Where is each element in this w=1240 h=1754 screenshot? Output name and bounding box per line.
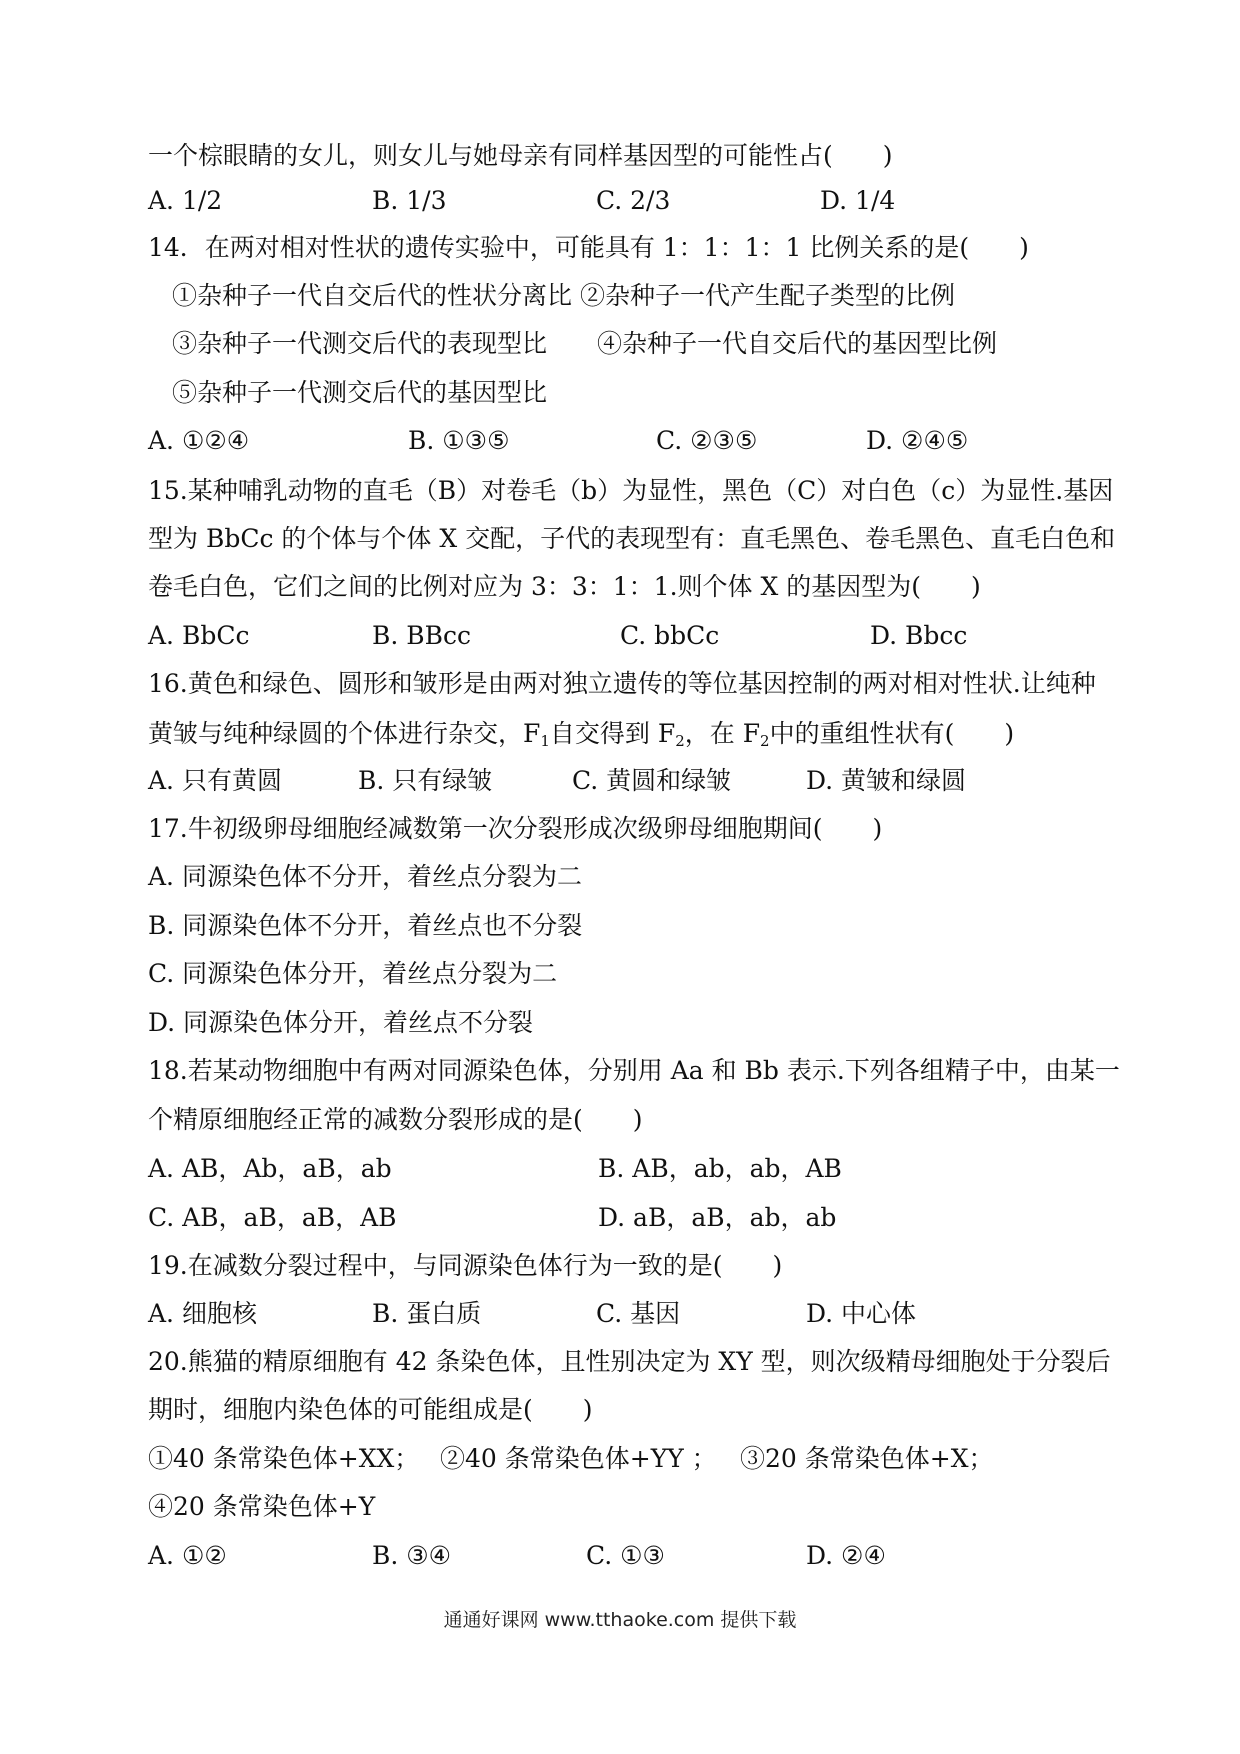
- q14-items-line3: ⑤杂种子一代测交后代的基因型比: [172, 378, 548, 407]
- q18-option-d: D. aB，aB，ab，ab: [598, 1203, 837, 1232]
- q16-option-b: B. 只有绿皱: [358, 766, 493, 795]
- q16-option-a: A. 只有黄圆: [148, 766, 282, 795]
- q15-line3: 卷毛白色，它们之间的比例对应为 3：3：1：1.则个体 X 的基因型为( ): [148, 572, 981, 601]
- q20-option-a: A. ①②: [148, 1541, 227, 1570]
- q17-stem: 17.牛初级卵母细胞经减数第一次分裂形成次级卵母细胞期间( ): [148, 814, 883, 843]
- page-footer: 通通好课网 www.tthaoke.com 提供下载: [443, 1609, 797, 1631]
- f2-subscript: 2: [675, 732, 685, 750]
- q18-line1: 18.若某动物细胞中有两对同源染色体，分别用 Aa 和 Bb 表示.下列各组精子中，由某一: [148, 1056, 1120, 1085]
- q13-option-a: A. 1/2: [148, 186, 223, 215]
- q19-option-a: A. 细胞核: [148, 1299, 257, 1328]
- q16-line2-text-c: ，在 F: [684, 719, 761, 748]
- q20-option-b: B. ③④: [372, 1541, 452, 1570]
- q13-stem: 一个棕眼睛的女儿，则女儿与她母亲有同样基因型的可能性占( ): [148, 141, 893, 170]
- q14-items-line2: ③杂种子一代测交后代的表现型比 ④杂种子一代自交后代的基因型比例: [172, 329, 998, 358]
- q15-option-a: A. BbCc: [148, 621, 250, 650]
- q16-line2: [148, 718, 1092, 757]
- q13-option-d: D. 1/4: [820, 186, 896, 215]
- q15-line2: 型为 BbCc 的个体与个体 X 交配，子代的表现型有：直毛黑色、卷毛黑色、直毛白色和: [148, 524, 1116, 553]
- q18-option-c: C. AB，aB，aB，AB: [148, 1203, 397, 1232]
- q16-option-d: D. 黄皱和绿圆: [806, 766, 967, 795]
- f2-subscript-2: 2: [760, 732, 770, 750]
- q20-item-4: ④20 条常染色体+Y: [148, 1492, 376, 1521]
- q15-option-c: C. bbCc: [620, 621, 720, 650]
- q18-option-b: B. AB，ab，ab，AB: [598, 1154, 842, 1183]
- f1-subscript: 1: [540, 732, 550, 750]
- q19-option-b: B. 蛋白质: [372, 1299, 482, 1328]
- q14-option-c: C. ②③⑤: [656, 426, 758, 455]
- q17-option-d: D. 同源染色体分开，着丝点不分裂: [148, 1008, 534, 1037]
- q16-line2-text-a: 黄皱与纯种绿圆的个体进行杂交，F: [148, 719, 541, 748]
- q13-option-b: B. 1/3: [372, 186, 447, 215]
- q14-stem: 14．在两对相对性状的遗传实验中，可能具有 1：1：1：1 比例关系的是( ): [148, 233, 1029, 262]
- q20-line1: 20.熊猫的精原细胞有 42 条染色体，且性别决定为 XY 型，则次级精母细胞处于分裂后: [148, 1347, 1111, 1376]
- q16-option-c: C. 黄圆和绿皱: [572, 766, 732, 795]
- q17-option-a: A. 同源染色体不分开，着丝点分裂为二: [148, 862, 582, 891]
- q14-option-a: A. ①②④: [148, 426, 250, 455]
- q20-item-2: ②40 条常染色体+YY ；: [440, 1444, 717, 1473]
- q20-item-3: ③20 条常染色体+X；: [740, 1444, 994, 1473]
- q15-line1: 15.某种哺乳动物的直毛（B）对卷毛（b）为显性，黑色（C）对白色（c）为显性.基因: [148, 476, 1114, 505]
- q13-option-c: C. 2/3: [596, 186, 671, 215]
- q18-option-a: A. AB，Ab，aB，ab: [148, 1154, 392, 1183]
- q20-option-c: C. ①③: [586, 1541, 665, 1570]
- q14-option-d: D. ②④⑤: [866, 426, 969, 455]
- q19-option-d: D. 中心体: [806, 1299, 917, 1328]
- q19-stem: 19.在减数分裂过程中，与同源染色体行为一致的是( ): [148, 1251, 783, 1280]
- q15-option-d: D. Bbcc: [870, 621, 968, 650]
- q20-option-d: D. ②④: [806, 1541, 886, 1570]
- q17-option-c: C. 同源染色体分开，着丝点分裂为二: [148, 959, 558, 988]
- q15-option-b: B. BBcc: [372, 621, 472, 650]
- q16-line2-text-d: 中的重组性状有( ): [769, 719, 1015, 748]
- q17-option-b: B. 同源染色体不分开，着丝点也不分裂: [148, 911, 583, 940]
- q18-line2: 个精原细胞经正常的减数分裂形成的是( ): [148, 1105, 643, 1134]
- q16-line2-text-b: 自交得到 F: [549, 719, 676, 748]
- q16-line1: 16.黄色和绿色、圆形和皱形是由两对独立遗传的等位基因控制的两对相对性状.让纯种: [148, 669, 1096, 698]
- q20-line2: 期时，细胞内染色体的可能组成是( ): [148, 1395, 593, 1424]
- q14-items-line1: ①杂种子一代自交后代的性状分离比 ②杂种子一代产生配子类型的比例: [172, 281, 955, 310]
- q20-item-1: ①40 条常染色体+XX；: [148, 1444, 420, 1473]
- q14-option-b: B. ①③⑤: [408, 426, 510, 455]
- q19-option-c: C. 基因: [596, 1299, 681, 1328]
